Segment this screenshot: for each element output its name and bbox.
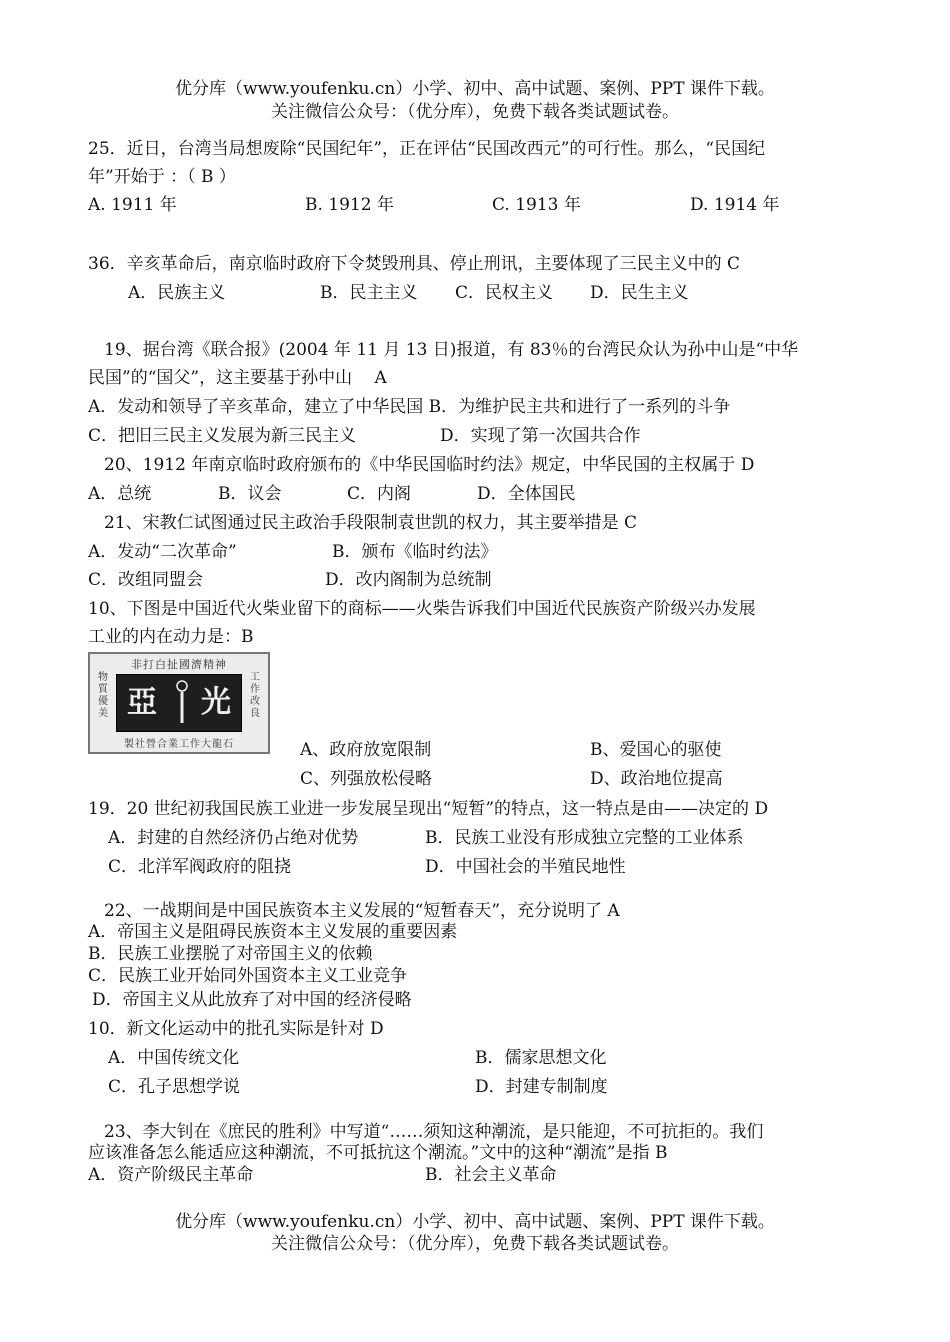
q10a-option-d: D、政治地位提高: [590, 769, 723, 789]
q22-option-c: C．民族工业开始同外国资本主义工业竞争: [88, 966, 408, 986]
match-trademark-image: [88, 652, 270, 754]
q19b-stem: 19．20 世纪初我国民族工业进一步发展呈现出“短暂”的特点，这一特点是由——决定的 D: [88, 799, 769, 819]
q25-stem-line1: 25．近日，台湾当局想废除“民国纪年”，正在评估“民国改西元”的可行性。那么，“民国纪: [88, 139, 766, 159]
q19b-option-a: A．封建的自然经济仍占绝对优势: [108, 828, 359, 848]
q10b-stem: 10．新文化运动中的批孔实际是针对 D: [88, 1019, 384, 1039]
header-line-1: 优分库（www.youfenku.cn）小学、初中、高中试题、案例、PPT 课件下载。: [175, 79, 775, 99]
q21-option-c: C．改组同盟会: [88, 570, 204, 590]
q10b-option-c: C．孔子思想学说: [108, 1077, 241, 1097]
q25-stem-line2: 年”开始于 ：（ B ）: [88, 167, 236, 187]
q10a-option-c: C、列强放松侵略: [300, 769, 433, 789]
q20-option-c: C．内阁: [347, 484, 412, 504]
q19a-option-c: C．把旧三民主义发展为新三民主义: [88, 426, 357, 446]
q10b-option-a: A．中国传统文化: [108, 1048, 240, 1068]
logo-center-panel: [116, 674, 242, 732]
q19b-option-b: B．民族工业没有形成独立完整的工业体系: [425, 828, 744, 848]
q36-stem: 36．辛亥革命后，南京临时政府下令焚毁刑具、停止刑讯，主要体现了三民主义中的 C: [88, 254, 741, 274]
q25-option-b: B. 1912 年: [305, 195, 394, 215]
q23-option-a: A．资产阶级民主革命: [88, 1165, 254, 1185]
q23-option-b: B．社会主义革命: [425, 1165, 557, 1185]
q10b-option-d: D．封建专制制度: [475, 1077, 608, 1097]
q20-option-d: D．全体国民: [477, 484, 576, 504]
q19a-options-ab: A．发动和领导了辛亥革命，建立了中华民国 B．为维护民主共和进行了一系列的斗争: [88, 397, 731, 417]
q36-option-a: A．民族主义: [128, 283, 226, 303]
logo-top-text: 非打白扯國濟精神: [131, 658, 227, 671]
q19b-option-c: C．北洋军阀政府的阻挠: [108, 857, 292, 877]
logo-char-guang: 光: [201, 685, 231, 720]
q19a-stem-line1: 19、据台湾《联合报》(2004 年 11 月 13 日)报道，有 83％的台湾民众认为孙中山是“中华: [104, 340, 799, 360]
q10b-option-b: B．儒家思想文化: [475, 1048, 607, 1068]
q21-stem: 21、宋教仁试图通过民主政治手段限制袁世凯的权力，其主要举措是 C: [104, 513, 638, 533]
q23-stem-line1: 23、李大钊在《庶民的胜利》中写道“……须知这种潮流，是只能迎，不可抗拒的。我们: [104, 1122, 764, 1142]
q19b-option-d: D．中国社会的半殖民地性: [425, 857, 626, 877]
q36-option-d: D．民生主义: [590, 283, 689, 303]
logo-char-ya: 亞: [127, 685, 157, 720]
q19a-option-d: D．实现了第一次国共合作: [440, 426, 641, 446]
torch-icon: [175, 679, 189, 725]
q25-option-a: A. 1911 年: [88, 195, 177, 215]
q10a-stem-line1: 10、下图是中国近代火柴业留下的商标——火柴告诉我们中国近代民族资产阶级兴办发展: [88, 599, 756, 619]
logo-right-text: 工作改良: [250, 672, 260, 719]
q36-option-b: B．民主主义: [320, 283, 418, 303]
q21-option-b: B．颁布《临时约法》: [332, 542, 498, 562]
q25-option-d: D. 1914 年: [690, 195, 780, 215]
logo-bottom-text: 製社營合業工作大龍石: [124, 739, 234, 750]
q36-option-c: C．民权主义: [455, 283, 554, 303]
q25-option-c: C. 1913 年: [492, 195, 581, 215]
q21-option-a: A．发动“二次革命”: [88, 542, 237, 562]
footer-line-1: 优分库（www.youfenku.cn）小学、初中、高中试题、案例、PPT 课件下载。: [175, 1212, 775, 1232]
q23-stem-line2: 应该准备怎么能适应这种潮流，不可抵抗这个潮流。”文中的这种“潮流”是指 B: [88, 1143, 668, 1163]
q20-stem: 20、1912 年南京临时政府颁布的《中华民国临时约法》规定，中华民国的主权属于 D: [104, 455, 755, 475]
q22-option-a: A．帝国主义是阻碍民族资本主义发展的重要因素: [88, 922, 458, 942]
q10a-option-b: B、爱国心的驱使: [590, 740, 722, 760]
q22-option-d: D．帝国主义从此放弃了对中国的经济侵略: [92, 990, 412, 1010]
footer-line-2: 关注微信公众号：（优分库），免费下载各类试题试卷。: [271, 1234, 679, 1254]
q10a-stem-line2: 工业的内在动力是：B: [88, 627, 254, 647]
q22-stem: 22、一战期间是中国民族资本主义发展的“短暂春天”，充分说明了 A: [104, 901, 620, 921]
q20-option-a: A．总统: [88, 484, 152, 504]
q10a-option-a: A、政府放宽限制: [300, 740, 432, 760]
logo-left-text: 物質優美: [98, 672, 108, 719]
q20-option-b: B．议会: [218, 484, 282, 504]
q21-option-d: D．改内阁制为总统制: [325, 570, 492, 590]
q19a-stem-line2: 民国”的“国父”，这主要基于孙中山 A: [88, 368, 387, 388]
q22-option-b: B．民族工业摆脱了对帝国主义的依赖: [88, 944, 373, 964]
header-line-2: 关注微信公众号：（优分库），免费下载各类试题试卷。: [271, 102, 679, 122]
